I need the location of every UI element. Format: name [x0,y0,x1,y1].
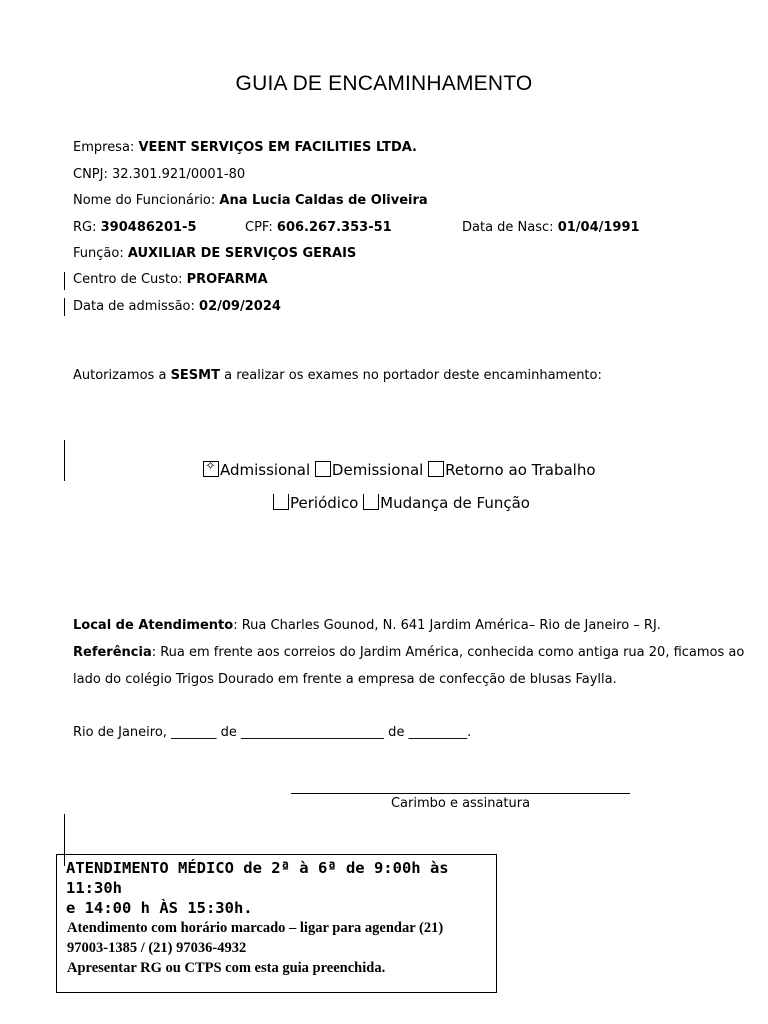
checkbox-admissional[interactable] [203,461,220,479]
field-funcionario [73,193,428,208]
referencia-label: Referência [73,645,152,660]
checkbox-retorno-trabalho[interactable] [428,461,444,477]
field-data-admissao [73,299,281,314]
signature-label: Carimbo e assinatura [390,796,531,811]
notice-line-5: 97003-1385 / (21) 97036-4932 [67,940,247,956]
checkmark-icon: ✧ [205,459,216,474]
custo-label: Centro de Custo: [73,272,183,287]
notice-line-2: 11:30h [66,879,122,897]
cnpj-label: CNPJ: [73,167,108,182]
funcao-label: Função: [73,246,124,261]
cpf-value: 606.267.353-51 [276,220,392,235]
authorization-suffix: a realizar os exames no portador deste encaminhamento: [224,368,602,383]
cpf-label: CPF: [245,220,273,235]
text-cursor-mark [64,272,65,290]
rg-value: 390486201-5 [100,220,197,235]
nasc-label: Data de Nasc: [462,220,554,235]
page-title: GUIA DE ENCAMINHAMENTO [235,72,533,95]
notice-line-4: Atendimento com horário marcado – ligar para agendar (21) [67,920,444,936]
notice-line-3: e 14:00 h ÀS 15:30h. [66,899,253,917]
empresa-value: VEENT SERVIÇOS EM FACILITIES LTDA. [138,140,417,155]
referencia [73,645,744,660]
cnpj-value: 32.301.921/0001-80 [112,167,246,182]
label-periodico: Periódico [290,494,359,512]
checkbox-demissional[interactable] [315,461,331,477]
field-empresa [73,140,417,155]
admissao-label: Data de admissão: [73,299,195,314]
authorization-prefix: Autorizamos a [73,368,167,383]
field-data-nasc [462,220,640,235]
label-demissional: Demissional [331,461,424,479]
local-atendimento [73,618,661,633]
field-cnpj [73,167,245,182]
funcionario-label: Nome do Funcionário: [73,193,216,208]
rg-label: RG: [73,220,97,235]
referencia-value-line1: : Rua em frente aos correios do Jardim América, conhecida como antiga rua 20, ficamos ao [151,645,745,660]
local-label: Local de Atendimento [73,618,234,633]
date-line: Rio de Janeiro, _______ de ______________________ de _________. [73,725,472,740]
label-admissional: Admissional [220,461,311,479]
field-cpf [245,220,392,235]
signature-line [291,793,630,794]
empresa-label: Empresa: [73,140,135,155]
medical-hours-notice [56,854,497,993]
exam-type-row-2 [273,494,530,512]
field-rg [73,220,197,235]
label-retorno-trabalho: Retorno ao Trabalho [445,461,596,479]
text-cursor-mark [64,440,65,481]
notice-line-6: Apresentar RG ou CTPS com esta guia preenchida. [67,960,386,976]
field-funcao [73,246,356,261]
field-centro-custo [73,272,268,287]
custo-value: PROFARMA [186,272,268,287]
checkbox-mudanca-funcao[interactable] [363,494,379,510]
exam-type-row-1 [203,461,596,479]
admissao-value: 02/09/2024 [199,299,281,314]
funcao-value: AUXILIAR DE SERVIÇOS GERAIS [127,246,357,261]
funcionario-value: Ana Lucia Caldas de Oliveira [219,193,428,208]
authorization-text [73,368,602,383]
checkbox-periodico[interactable] [273,494,289,510]
authorization-entity: SESMT [170,368,220,383]
local-value: : Rua Charles Gounod, N. 641 Jardim América– Rio de Janeiro – RJ. [233,618,661,633]
label-mudanca-funcao: Mudança de Função [380,494,530,512]
referencia-value-line2: lado do colégio Trigos Dourado em frente a empresa de confecção de blusas Faylla. [73,672,617,687]
nasc-value: 01/04/1991 [557,220,640,235]
text-cursor-mark [64,298,65,316]
notice-line-1: ATENDIMENTO MÉDICO de 2ª à 6ª de 9:00h às [66,859,449,877]
